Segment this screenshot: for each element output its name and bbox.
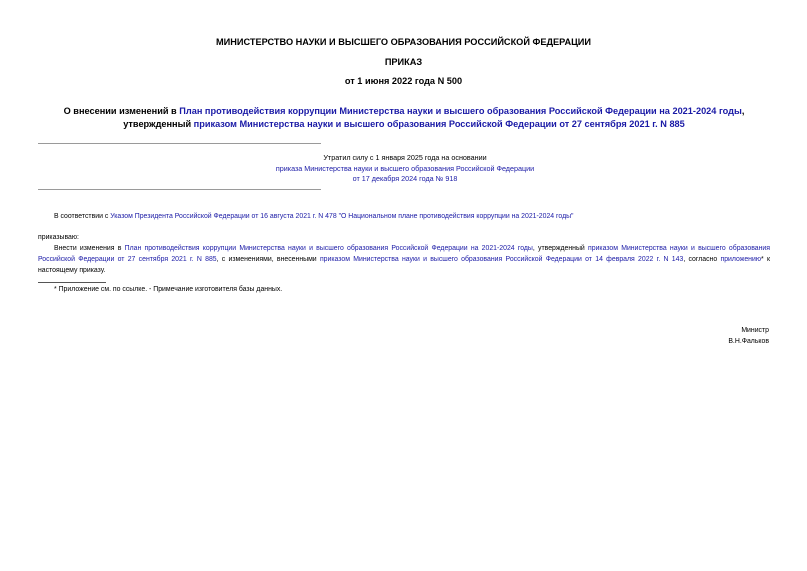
status-link-order[interactable]: приказа Министерства науки и высшего образования Российской Федерации <box>275 163 535 173</box>
document-title <box>38 105 770 130</box>
body-link-appendix[interactable]: приложению <box>720 255 761 263</box>
body-link-plan[interactable]: План противодействия коррупции Министерства науки и высшего образования Российской Федерации на 2021-2024 годы <box>124 245 533 252</box>
status-link-date[interactable]: от 17 декабря 2024 года № 918 <box>352 174 458 184</box>
signature-position: Министр <box>741 327 769 334</box>
body-paragraph <box>38 244 770 276</box>
signature-block <box>728 326 769 347</box>
body-suffix: * к настоящему приказу. <box>38 255 770 274</box>
body-prefix: Внести изменения в <box>54 245 125 252</box>
document-type: ПРИКАЗ <box>384 57 423 67</box>
footnote: * Приложение см. по ссылке. - Примечание изготовителя базы данных. <box>54 286 283 293</box>
body-mid1: , утвержденный <box>532 245 588 252</box>
preamble-prefix: В соответствии с <box>54 213 111 220</box>
body-mid2: , с изменениями, внесенными <box>216 255 320 263</box>
status-top-rule <box>38 143 321 144</box>
title-link-plan[interactable]: План противодействия коррупции Министерства науки и высшего образования Российской Федерации на 2021-2024 годы <box>179 106 742 116</box>
ministry-heading: МИНИСТЕРСТВО НАУКИ И ВЫСШЕГО ОБРАЗОВАНИЯ РОССИЙСКОЙ ФЕДЕРАЦИИ <box>215 37 591 47</box>
document-date: от 1 июня 2022 года N 500 <box>344 76 463 86</box>
body-link-order-143[interactable]: приказом Министерства науки и высшего образования Российской Федерации от 14 февраля 2022 г. N 143 <box>319 255 684 263</box>
status-line: Утратил силу с 1 января 2025 года на основании <box>323 153 487 162</box>
title-middle: , утвержденный <box>123 106 745 129</box>
title-prefix: О внесении изменений в <box>63 106 180 116</box>
signature-name: В.Н.Фальков <box>728 337 769 345</box>
order-word: приказываю: <box>38 234 79 241</box>
body-link-order-885[interactable]: приказом Министерства науки и высшего образования Российской Федерации от 27 сентября 2021 г. N 885 <box>38 245 770 263</box>
status-bottom-rule <box>38 189 321 190</box>
footnote-rule <box>38 282 106 283</box>
body-mid3: , согласно <box>683 255 721 263</box>
preamble <box>54 212 770 222</box>
title-link-order[interactable]: приказом Министерства науки и высшего образования Российской Федерации от 27 сентября 2021 г. N 885 <box>193 118 685 129</box>
preamble-link-decree[interactable]: Указом Президента Российской Федерации от 16 августа 2021 г. N 478 "О Национальном плане противодействия коррупции на 2021-2024 годы" <box>110 213 574 220</box>
status-box <box>230 153 580 185</box>
